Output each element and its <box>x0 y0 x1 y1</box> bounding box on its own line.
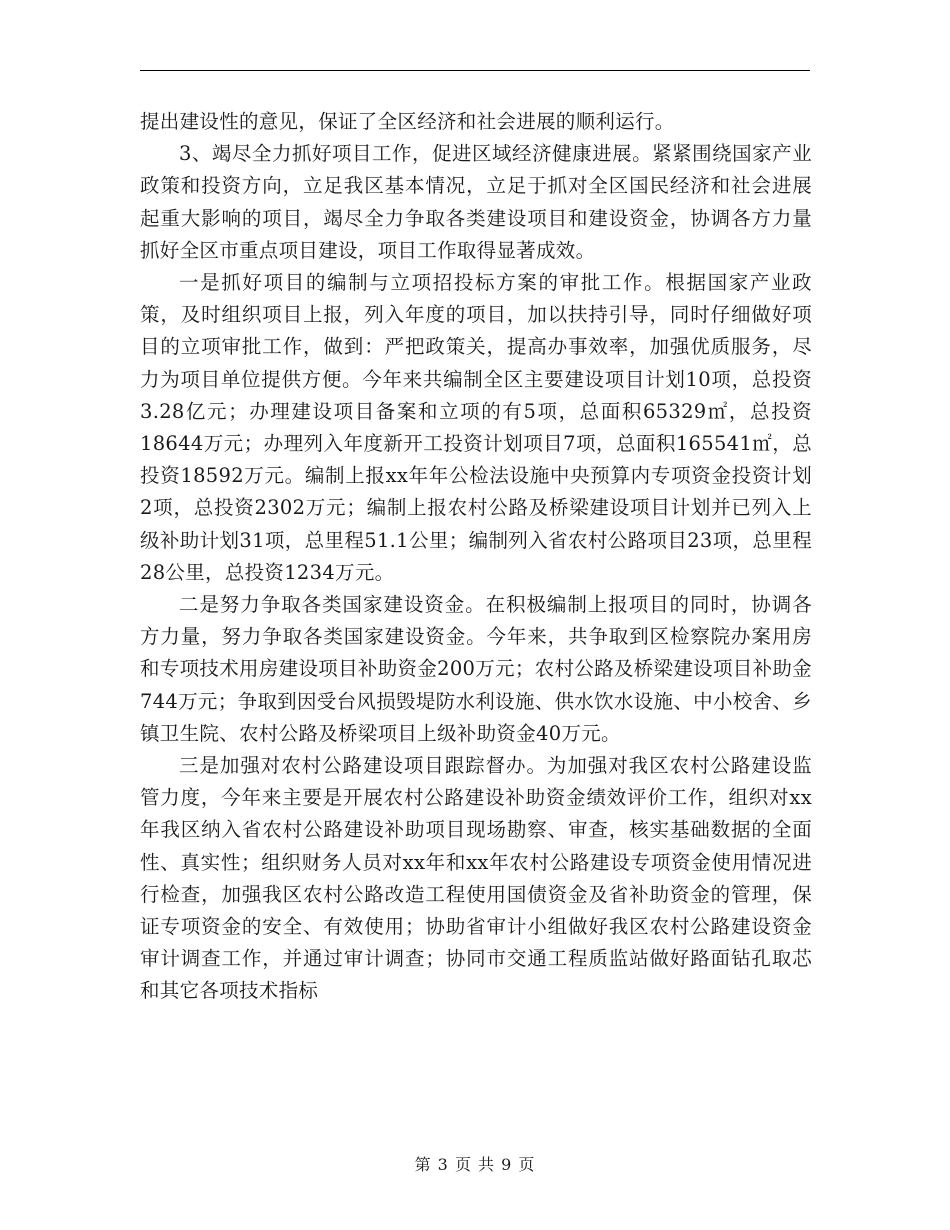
document-body <box>140 106 812 1008</box>
paragraph-project-work: 3、竭尽全力抓好项目工作，促进区域经济健康进展。紧紧围绕国家产业政策和投资方向，立足我区基本情况，立足于抓对全区国民经济和社会进展起重大影响的项目，竭尽全力争取各类建设项目和建设资金，协调各方力量抓好全区市重点项目建设，项目工作取得显著成效。 <box>140 142 812 262</box>
paragraph-rural-roads: 三是加强对农村公路建设项目跟踪督办。为加强对我区农村公路建设监管力度，今年来主要是开展农村公路建设补助资金绩效评价工作，组织对xx年我区纳入省农村公路建设补助项目现场勘察、审查，核实基础数据的全面性、真实性；组织财务人员对xx年和xx年农村公路建设专项资金使用情况进行检查，加强我区农村公路改造工程使用国债资金及省补助资金的管理，保证专项资金的安全、有效使用；协助省审计小组做好我区农村公路建设资金审计调查工作，并通过审计调查；协同市交通工程质监站做好路面钻孔取芯和其它各项技术指标 <box>140 754 812 1003</box>
paragraph-continuation: 提出建设性的意见，保证了全区经济和社会进展的顺利运行。 <box>140 110 675 133</box>
paragraph-funding: 二是努力争取各类国家建设资金。在积极编制上报项目的同时，协调各方力量，努力争取各类国家建设资金。今年来，共争取到区检察院办案用房和专项技术用房建设项目补助资金200万元；农村公路及桥梁建设项目补助金744万元；争取到因受台风损毁堤防水利设施、供水饮水设施、中小校舍、乡镇卫生院、农村公路及桥梁项目上级补助资金40万元。 <box>140 593 812 745</box>
paragraph-project-approval: 一是抓好项目的编制与立项招投标方案的审批工作。根据国家产业政策，及时组织项目上报，列入年度的项目，加以扶持引导，同时仔细做好项目的立项审批工作，做到：严把政策关，提高办事效率，加强优质服务，尽力为项目单位提供方便。今年来共编制全区主要建设项目计划10项，总投资3.28亿元；办理建设项目备案和立项的有5项，总面积65329㎡，总投资18644万元；办理列入年度新开工投资计划项目7项，总面积165541㎡，总投资18592万元。编制上报xx年年公检法设施中央预算内专项资金投资计划2项，总投资2302万元；编制上报农村公路及桥梁建设项目计划并已列入上级补助计划31项，总里程51.1公里；编制列入省农村公路项目23项，总里程28公里，总投资1234万元。 <box>140 271 812 584</box>
header-divider <box>140 70 810 71</box>
page-number-footer: 第 3 页 共 9 页 <box>414 1155 536 1174</box>
